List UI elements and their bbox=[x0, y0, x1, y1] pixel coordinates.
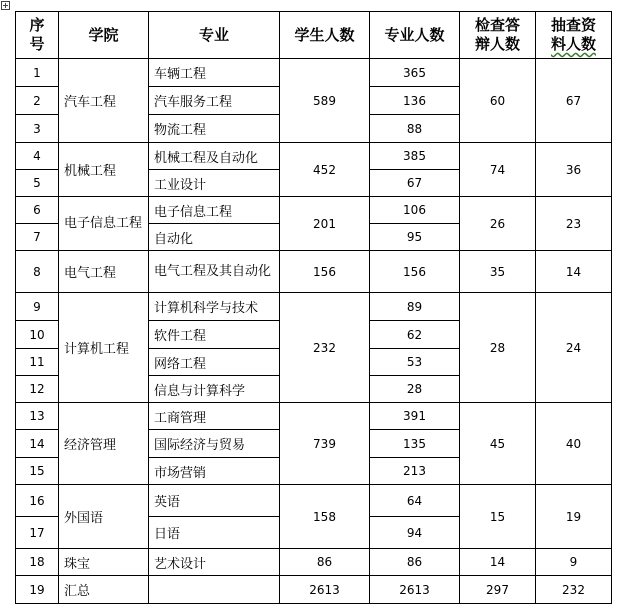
seq-cell: 18 bbox=[16, 549, 59, 576]
table-row bbox=[16, 403, 612, 430]
students-cell: 158 bbox=[280, 485, 370, 549]
students-cell: 86 bbox=[280, 549, 370, 576]
major-cell: 车辆工程 bbox=[149, 59, 280, 87]
major-cell: 艺术设计 bbox=[149, 549, 280, 576]
docs-cell: 24 bbox=[536, 293, 612, 403]
major-cell: 机械工程及自动化 bbox=[149, 143, 280, 170]
major-cell: 软件工程 bbox=[149, 321, 280, 349]
seq-cell: 3 bbox=[16, 115, 59, 143]
major-cell: 自动化 bbox=[149, 224, 280, 251]
seq-cell: 7 bbox=[16, 224, 59, 251]
table-move-handle-icon[interactable] bbox=[1, 1, 10, 10]
header-defense-count: 检查答 辩人数 bbox=[460, 12, 536, 59]
major-students-cell: 89 bbox=[370, 293, 460, 321]
seq-cell: 9 bbox=[16, 293, 59, 321]
header-major: 专业 bbox=[149, 12, 280, 59]
college-cell: 计算机工程 bbox=[59, 293, 149, 403]
total-students-cell: 2613 bbox=[280, 576, 370, 604]
header-seq: 序 号 bbox=[16, 12, 59, 59]
seq-cell: 4 bbox=[16, 143, 59, 170]
major-cell: 物流工程 bbox=[149, 115, 280, 143]
docs-cell: 23 bbox=[536, 197, 612, 251]
major-students-cell: 391 bbox=[370, 403, 460, 430]
total-row bbox=[16, 576, 612, 604]
seq-cell: 13 bbox=[16, 403, 59, 430]
defense-cell: 45 bbox=[460, 403, 536, 485]
header-students: 学生人数 bbox=[280, 12, 370, 59]
students-cell: 739 bbox=[280, 403, 370, 485]
college-cell: 汽车工程 bbox=[59, 59, 149, 143]
header-college: 学院 bbox=[59, 12, 149, 59]
students-cell: 232 bbox=[280, 293, 370, 403]
header-row bbox=[16, 12, 612, 59]
seq-cell: 8 bbox=[16, 251, 59, 293]
students-cell: 452 bbox=[280, 143, 370, 197]
major-cell: 网络工程 bbox=[149, 349, 280, 376]
statistics-table bbox=[15, 11, 612, 604]
major-students-cell: 88 bbox=[370, 115, 460, 143]
seq-cell: 19 bbox=[16, 576, 59, 604]
docs-cell: 40 bbox=[536, 403, 612, 485]
docs-cell: 67 bbox=[536, 59, 612, 143]
table-row bbox=[16, 143, 612, 170]
seq-cell: 2 bbox=[16, 87, 59, 115]
college-cell: 电气工程 bbox=[59, 251, 149, 293]
major-cell: 电气工程及其自动化 bbox=[149, 251, 280, 293]
major-students-cell: 213 bbox=[370, 458, 460, 485]
seq-cell: 5 bbox=[16, 170, 59, 197]
table-row bbox=[16, 485, 612, 517]
major-students-cell: 28 bbox=[370, 376, 460, 403]
major-students-cell: 62 bbox=[370, 321, 460, 349]
college-cell: 经济管理 bbox=[59, 403, 149, 485]
defense-cell: 60 bbox=[460, 59, 536, 143]
header-major-students: 专业人数 bbox=[370, 12, 460, 59]
seq-cell: 6 bbox=[16, 197, 59, 224]
docs-cell: 14 bbox=[536, 251, 612, 293]
major-cell: 日语 bbox=[149, 517, 280, 549]
major-students-cell: 67 bbox=[370, 170, 460, 197]
major-students-cell: 106 bbox=[370, 197, 460, 224]
major-students-cell: 136 bbox=[370, 87, 460, 115]
major-students-cell: 64 bbox=[370, 485, 460, 517]
seq-cell: 12 bbox=[16, 376, 59, 403]
seq-cell: 16 bbox=[16, 485, 59, 517]
major-students-cell: 365 bbox=[370, 59, 460, 87]
table-row bbox=[16, 549, 612, 576]
major-students-cell: 135 bbox=[370, 430, 460, 458]
college-cell: 外国语 bbox=[59, 485, 149, 549]
major-cell: 英语 bbox=[149, 485, 280, 517]
students-cell: 156 bbox=[280, 251, 370, 293]
docs-cell: 9 bbox=[536, 549, 612, 576]
major-cell: 市场营销 bbox=[149, 458, 280, 485]
major-students-cell: 53 bbox=[370, 349, 460, 376]
college-cell: 机械工程 bbox=[59, 143, 149, 197]
major-cell bbox=[149, 576, 280, 604]
major-students-cell: 86 bbox=[370, 549, 460, 576]
header-docs-count: 抽查资 料人数 bbox=[536, 12, 612, 59]
seq-cell: 10 bbox=[16, 321, 59, 349]
major-cell: 计算机科学与技术 bbox=[149, 293, 280, 321]
students-cell: 589 bbox=[280, 59, 370, 143]
major-students-cell: 95 bbox=[370, 224, 460, 251]
total-docs-cell: 232 bbox=[536, 576, 612, 604]
seq-cell: 17 bbox=[16, 517, 59, 549]
major-cell: 国际经济与贸易 bbox=[149, 430, 280, 458]
major-cell: 工商管理 bbox=[149, 403, 280, 430]
major-cell: 工业设计 bbox=[149, 170, 280, 197]
total-defense-cell: 297 bbox=[460, 576, 536, 604]
defense-cell: 14 bbox=[460, 549, 536, 576]
table-row bbox=[16, 293, 612, 321]
college-cell: 电子信息工程 bbox=[59, 197, 149, 251]
table-row bbox=[16, 251, 612, 293]
defense-cell: 35 bbox=[460, 251, 536, 293]
seq-cell: 11 bbox=[16, 349, 59, 376]
total-label-cell: 汇总 bbox=[59, 576, 149, 604]
students-cell: 201 bbox=[280, 197, 370, 251]
table-row bbox=[16, 197, 612, 224]
docs-cell: 36 bbox=[536, 143, 612, 197]
seq-cell: 1 bbox=[16, 59, 59, 87]
defense-cell: 26 bbox=[460, 197, 536, 251]
major-students-cell: 156 bbox=[370, 251, 460, 293]
seq-cell: 14 bbox=[16, 430, 59, 458]
docs-cell: 19 bbox=[536, 485, 612, 549]
major-cell: 信息与计算科学 bbox=[149, 376, 280, 403]
major-students-cell: 385 bbox=[370, 143, 460, 170]
table-row bbox=[16, 59, 612, 87]
seq-cell: 15 bbox=[16, 458, 59, 485]
college-cell: 珠宝 bbox=[59, 549, 149, 576]
major-cell: 电子信息工程 bbox=[149, 197, 280, 224]
major-cell: 汽车服务工程 bbox=[149, 87, 280, 115]
major-students-cell: 94 bbox=[370, 517, 460, 549]
defense-cell: 74 bbox=[460, 143, 536, 197]
total-major-students-cell: 2613 bbox=[370, 576, 460, 604]
defense-cell: 28 bbox=[460, 293, 536, 403]
defense-cell: 15 bbox=[460, 485, 536, 549]
